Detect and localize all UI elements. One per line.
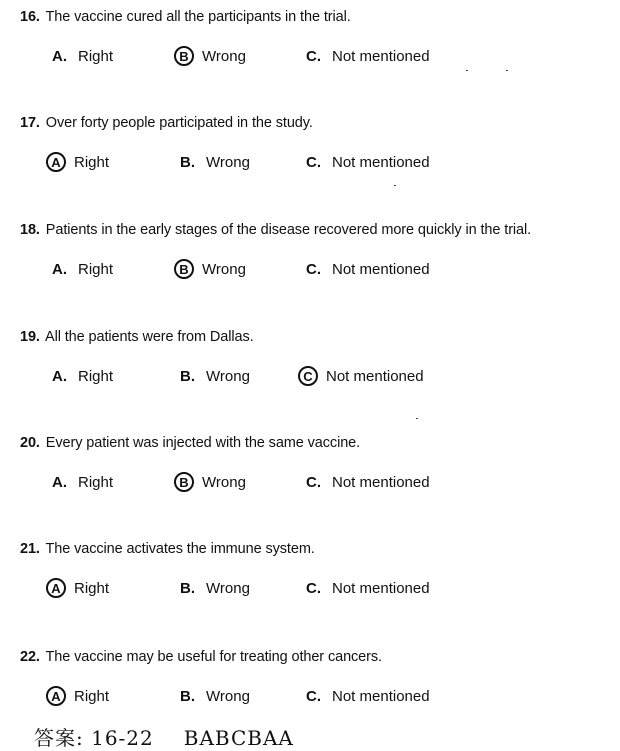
question-prompt xyxy=(20,541,315,557)
selected-circle-mark: B xyxy=(174,46,194,66)
answer-key-label: 答案: 16-22 xyxy=(34,726,154,750)
selected-circle-mark: A xyxy=(46,686,66,706)
selected-circle-mark: A xyxy=(46,152,66,172)
option-letter: C. xyxy=(306,473,321,491)
question-text: Patients in the early stages of the disease recovered more quickly in the trial. xyxy=(45,222,532,238)
option-b[interactable] xyxy=(180,363,250,389)
option-letter: C. xyxy=(306,687,321,705)
question-16 xyxy=(0,9,620,109)
option-b[interactable] xyxy=(174,469,246,495)
option-label: Wrong xyxy=(202,47,246,65)
question-prompt xyxy=(20,115,313,131)
question-prompt xyxy=(20,9,351,25)
question-number: 22. xyxy=(20,649,40,665)
question-number: 18. xyxy=(20,222,40,238)
option-label: Not mentioned xyxy=(332,687,430,705)
option-label: Right xyxy=(74,153,110,171)
question-20 xyxy=(0,435,620,535)
option-letter: A. xyxy=(52,260,67,278)
option-letter: C. xyxy=(306,579,321,597)
option-c[interactable] xyxy=(306,149,430,175)
option-c[interactable] xyxy=(298,363,424,389)
question-18 xyxy=(0,222,620,322)
question-number: 17. xyxy=(20,115,40,131)
question-17 xyxy=(0,115,620,215)
question-number: 19. xyxy=(20,329,40,345)
question-text: The vaccine activates the immune system. xyxy=(45,541,315,557)
selected-circle-mark: A xyxy=(46,578,66,598)
question-21 xyxy=(0,541,620,641)
option-c[interactable] xyxy=(306,256,430,282)
option-c[interactable] xyxy=(306,575,430,601)
option-letter: A. xyxy=(52,473,67,491)
question-text: All the patients were from Dallas. xyxy=(45,329,254,345)
option-a[interactable] xyxy=(46,149,109,175)
option-letter: A. xyxy=(52,47,67,65)
option-a[interactable] xyxy=(52,363,113,389)
option-label: Wrong xyxy=(206,687,250,705)
option-label: Right xyxy=(78,473,114,491)
option-label: Not mentioned xyxy=(332,473,430,491)
question-text: Every patient was injected with the same vaccine. xyxy=(45,435,361,451)
option-label: Wrong xyxy=(206,367,250,385)
option-a[interactable] xyxy=(52,43,113,69)
selected-circle-mark: B xyxy=(174,472,194,492)
scan-speck xyxy=(416,418,418,419)
option-letter: B. xyxy=(180,579,195,597)
option-label: Not mentioned xyxy=(332,47,430,65)
scan-speck xyxy=(394,185,396,186)
option-b[interactable] xyxy=(174,256,246,282)
selected-circle-mark: C xyxy=(298,366,318,386)
answer-key-code: BABCBAA xyxy=(183,726,294,750)
option-a[interactable] xyxy=(52,469,113,495)
option-c[interactable] xyxy=(306,683,430,709)
question-number: 20. xyxy=(20,435,40,451)
scan-speck xyxy=(466,70,468,71)
option-b[interactable] xyxy=(180,575,250,601)
question-number: 21. xyxy=(20,541,40,557)
option-letter: B. xyxy=(180,367,195,385)
option-label: Right xyxy=(78,260,114,278)
option-c[interactable] xyxy=(306,43,430,69)
question-prompt xyxy=(20,649,382,665)
option-letter: C. xyxy=(306,153,321,171)
question-prompt xyxy=(20,329,254,345)
answer-key xyxy=(34,722,294,751)
option-b[interactable] xyxy=(174,43,246,69)
question-text: The vaccine may be useful for treating other cancers. xyxy=(45,649,382,665)
option-label: Right xyxy=(78,367,114,385)
option-label: Wrong xyxy=(202,473,246,491)
scan-speck xyxy=(506,70,508,71)
option-label: Not mentioned xyxy=(332,153,430,171)
option-letter: B. xyxy=(180,153,195,171)
option-label: Wrong xyxy=(202,260,246,278)
option-label: Wrong xyxy=(206,579,250,597)
question-prompt xyxy=(20,222,531,238)
option-label: Not mentioned xyxy=(332,260,430,278)
option-a[interactable] xyxy=(46,575,109,601)
option-a[interactable] xyxy=(52,256,113,282)
option-b[interactable] xyxy=(180,683,250,709)
question-prompt xyxy=(20,435,360,451)
question-text: The vaccine cured all the participants in the trial. xyxy=(45,9,351,25)
option-letter: B. xyxy=(180,687,195,705)
option-label: Right xyxy=(78,47,114,65)
option-label: Wrong xyxy=(206,153,250,171)
option-letter: A. xyxy=(52,367,67,385)
option-letter: C. xyxy=(306,260,321,278)
option-label: Right xyxy=(74,579,110,597)
question-number: 16. xyxy=(20,9,40,25)
option-b[interactable] xyxy=(180,149,250,175)
option-c[interactable] xyxy=(306,469,430,495)
option-letter: C. xyxy=(306,47,321,65)
option-label: Not mentioned xyxy=(332,579,430,597)
question-text: Over forty people participated in the study. xyxy=(45,115,313,131)
selected-circle-mark: B xyxy=(174,259,194,279)
option-label: Right xyxy=(74,687,110,705)
option-a[interactable] xyxy=(46,683,109,709)
question-19 xyxy=(0,329,620,429)
option-label: Not mentioned xyxy=(326,367,424,385)
